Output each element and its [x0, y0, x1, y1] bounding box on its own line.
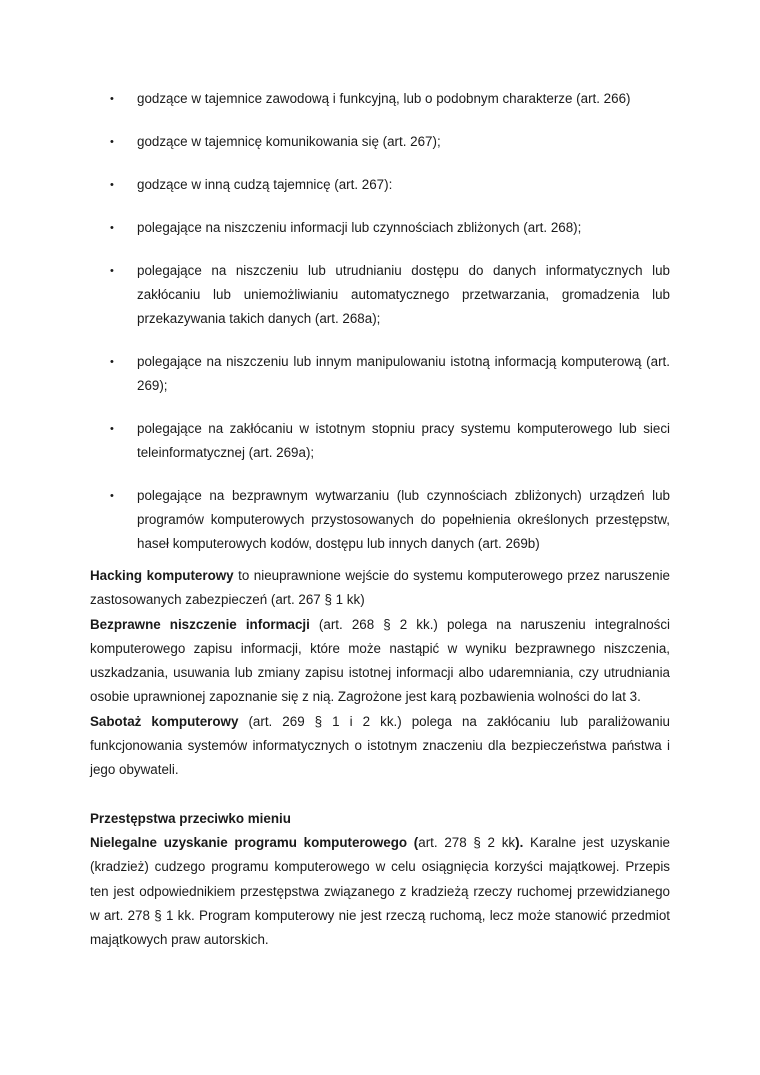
term-close: ).: [515, 834, 524, 850]
paragraph-text: (art. 269 § 1 i 2 kk.) polega na zakłócaniu lub paraliżowaniu funkcjonowania systemów informatycznych o istotnym znaczeniu dla bezpieczeństwa państwa i jego obywateli.: [90, 713, 670, 778]
list-item: [90, 417, 670, 465]
paragraph-text: to nieuprawnione wejście do systemu komputerowego przez naruszenie zastosowanych zabezpieczeń (art. 267 § 1 kk): [90, 568, 670, 608]
list-item-text: polegające na niszczeniu informacji lub czynnościach zbliżonych (art. 268);: [137, 220, 582, 235]
paragraph-text: Karalne jest uzyskanie (kradzież) cudzego programu komputerowego w celu osiągnięcia korzyści majątkowej. Przepis ten jest odpowiednikiem przestępstwa związanego z kradzieżą rzeczy ruchomej przewidzianego w art. 278 § 1 kk. Program komputerowy nie jest rzeczą ruchomą, lecz może stanowić przedmiot majątkowych praw autorskich.: [90, 834, 670, 948]
term-data-destruction: Bezprawne niszczenie informacji: [90, 616, 310, 632]
list-item-text: polegające na niszczeniu lub innym manipulowaniu istotną informacją komputerową (art. 269);: [137, 354, 670, 393]
section-heading: Przestępstwa przeciwko mieniu: [90, 810, 291, 826]
spacer: [90, 783, 670, 807]
list-item: [90, 350, 670, 398]
list-item: [90, 173, 670, 197]
offense-list: [90, 87, 670, 556]
list-item-text: polegające na bezprawnym wytwarzaniu (lub czynnościach zbliżonych) urządzeń lub programów komputerowych przystosowanych do popełnienia określonych przestępstw, haseł komputerowych kodów, dostępu lub innych danych (art. 269b): [137, 488, 670, 551]
term-hacking: Hacking komputerowy: [90, 568, 234, 583]
term-software-theft: Nielegalne uzyskanie programu komputerowego (: [90, 834, 419, 850]
list-item-text: godzące w tajemnicę komunikowania się (art. 267);: [137, 134, 441, 149]
list-item-text: godzące w tajemnice zawodową i funkcyjną, lub o podobnym charakterze (art. 266): [137, 91, 631, 106]
paragraph-text: (art. 268 § 2 kk.) polega na naruszeniu integralności komputerowego zapisu informacji, które może nastąpić w wyniku bezprawnego niszczenia, uszkadzania, usuwania lub zmiany zapisu istotnej informacji albo udaremniania, czy utrudniania osobie uprawnionej zapoznanie się z nią. Zagrożone jest karą pozbawienia wolności do lat 3.: [90, 616, 671, 705]
article-ref: art. 278 § 2 kk: [418, 834, 516, 850]
bullet-icon: •: [110, 356, 114, 368]
paragraph-software-theft: [90, 831, 670, 952]
bullet-icon: •: [110, 265, 114, 277]
paragraph-hacking: [90, 564, 670, 613]
list-item: [90, 259, 670, 331]
bullet-icon: •: [110, 490, 114, 502]
bullet-icon: •: [110, 179, 114, 191]
bullet-icon: •: [110, 93, 114, 105]
list-item: [90, 87, 670, 111]
paragraph-sabotage: [90, 710, 670, 783]
list-item: [90, 216, 670, 240]
document-page: [90, 87, 670, 952]
term-sabotage: Sabotaż komputerowy: [90, 713, 239, 729]
bullet-icon: •: [110, 423, 114, 435]
list-item-text: polegające na zakłócaniu w istotnym stopniu pracy systemu komputerowego lub sieci teleinformatycznej (art. 269a);: [137, 421, 670, 460]
list-item-text: polegające na niszczeniu lub utrudnianiu dostępu do danych informatycznych lub zakłócaniu lub uniemożliwianiu automatycznego przetwarzania, gromadzenia lub przekazywania takich danych (art. 268a);: [137, 263, 670, 326]
bullet-icon: •: [110, 136, 114, 148]
list-item-text: godzące w inną cudzą tajemnicę (art. 267):: [137, 177, 393, 192]
list-item: [90, 484, 670, 556]
bullet-icon: •: [110, 222, 114, 234]
list-item: [90, 130, 670, 154]
paragraph-data-destruction: [90, 613, 670, 710]
